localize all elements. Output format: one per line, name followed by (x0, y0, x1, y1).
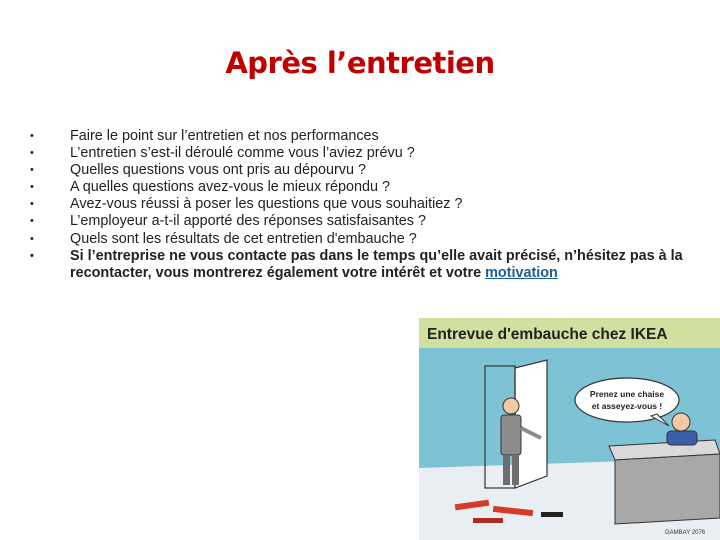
bullet-dot: • (30, 130, 34, 142)
chair-piece (473, 518, 503, 523)
bullet-text: Quels sont les résultats de cet entretien d'embauche ? (70, 230, 417, 247)
bullet-text: Faire le point sur l’entretien et nos performances (70, 128, 379, 144)
cartoon-signature: GAMBAY 2076 (665, 530, 706, 536)
bullet-text: Si l’entreprise ne vous contacte pas dans le temps qu’elle avait précisé, n’hésitez pas à la recontacter, vous montrerez également votre intérêt et votre (70, 247, 683, 281)
bullet-list (30, 128, 690, 282)
bullet-dot: • (30, 215, 34, 228)
bullet-item (30, 248, 690, 282)
man-leg (503, 455, 510, 485)
man-head (503, 398, 519, 414)
interviewer-body (667, 431, 697, 445)
speech-line-2: et asseyez-vous ! (591, 401, 663, 411)
speech-bubble (575, 378, 679, 422)
bullet-dot: • (30, 249, 34, 262)
bullet-dot: • (30, 198, 34, 211)
bullet-item (30, 213, 690, 230)
bullet-item (30, 145, 690, 162)
bullet-item (30, 179, 690, 196)
man-leg (512, 455, 519, 485)
bullet-dot: • (30, 164, 34, 177)
bullet-item (30, 128, 690, 145)
ikea-cartoon (419, 318, 720, 540)
screws-pack (541, 512, 563, 517)
bullet-text: L’employeur a-t-il apporté des réponses satisfaisantes ? (70, 213, 426, 230)
bullet-text: L’entretien s’est-il déroulé comme vous l’aviez prévu ? (70, 145, 415, 162)
slide-title: Après l’entretien (225, 46, 495, 80)
bullet-dot: • (30, 147, 34, 160)
bullet-dot: • (30, 232, 34, 245)
bullet-item (30, 231, 690, 248)
motivation-link[interactable]: motivation (485, 264, 558, 281)
bullet-item (30, 162, 690, 179)
bullet-text: Avez-vous réussi à poser les questions que vous souhaitiez ? (70, 196, 463, 213)
bullet-dot: • (30, 181, 34, 194)
interviewer-head (672, 413, 690, 431)
bullet-item (30, 196, 690, 213)
cartoon-caption: Entrevue d'embauche chez IKEA (427, 326, 668, 343)
bullet-text: Quelles questions vous ont pris au dépourvu ? (70, 162, 366, 179)
speech-line-1: Prenez une chaise (589, 389, 665, 399)
man-body (501, 415, 521, 455)
bullet-text: A quelles questions avez-vous le mieux répondu ? (70, 179, 390, 196)
desk-front (615, 454, 720, 524)
cartoon-illustration (419, 318, 720, 540)
